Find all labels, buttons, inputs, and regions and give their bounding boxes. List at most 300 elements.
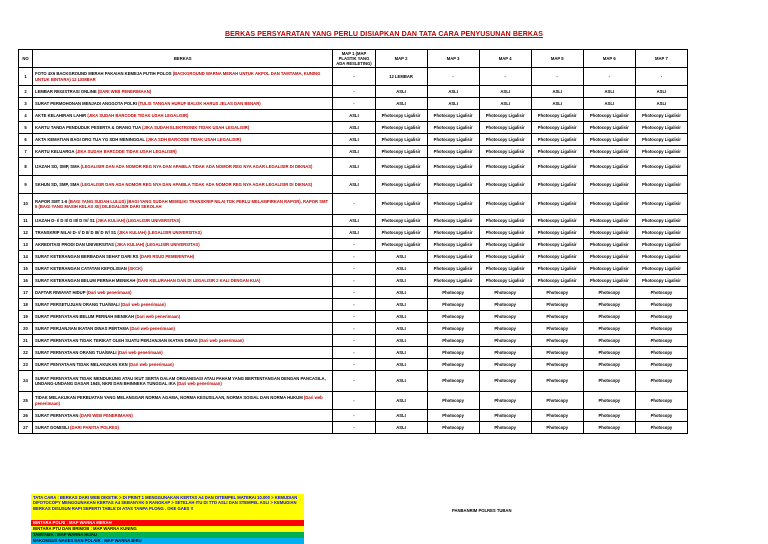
map-1-cell: - [333, 311, 375, 323]
map-3-cell: Photocopy Ligalisir [427, 227, 479, 239]
map-6-cell: Photocopy [583, 392, 635, 410]
map-6-cell: ASLI [583, 98, 635, 110]
berkas-note: (Dari web penerimaan) [135, 313, 181, 319]
table-row [19, 146, 688, 158]
berkas-note: (Dari web penerimaan) [128, 361, 174, 367]
map-4-cell: Photocopy Ligalisir [479, 275, 531, 287]
map-6-cell: ASLI [583, 86, 635, 98]
map-2-cell: Photocopy Ligalisir [375, 176, 427, 194]
map-3-cell: Photocopy Ligalisir [427, 176, 479, 194]
map-5-cell: Photocopy [531, 287, 583, 299]
row-berkas [33, 239, 333, 251]
row-berkas [33, 347, 333, 359]
map-2-cell: Photocopy Ligalisir [375, 122, 427, 134]
footer-notes [31, 494, 304, 544]
map-6-cell: Photocopy Ligalisir [583, 275, 635, 287]
table-row [19, 86, 688, 98]
map-5-cell: Photocopy Ligalisir [531, 263, 583, 275]
legend-red: BINTARA POLRI : MAP WARNA MERAH [31, 520, 304, 526]
table-row [19, 392, 688, 410]
map-4-cell: Photocopy Ligalisir [479, 122, 531, 134]
berkas-note: (JIKA KULIAH) (LEGALISIR UNIVERSITAS) [95, 217, 181, 223]
berkas-name: LEMBAR REGISTRASI ONLINE [35, 88, 97, 94]
header-map-4: MAP 4 [479, 50, 531, 68]
map-6-cell: Photocopy Ligalisir [583, 194, 635, 215]
row-no: 2 [19, 86, 33, 98]
map-1-cell: - [333, 410, 375, 422]
map-6-cell: Photocopy [583, 410, 635, 422]
map-1-cell: ASLI [333, 134, 375, 146]
map-7-cell: - [635, 68, 687, 86]
map-2-cell: ASLI [375, 335, 427, 347]
row-no: 11 [19, 215, 33, 227]
map-2-cell: ASLI [375, 275, 427, 287]
map-4-cell: Photocopy [479, 359, 531, 371]
map-3-cell: Photocopy [427, 299, 479, 311]
map-7-cell: Photocopy [635, 410, 687, 422]
row-no: 24 [19, 371, 33, 392]
map-5-cell: Photocopy [531, 392, 583, 410]
map-4-cell: Photocopy Ligalisir [479, 110, 531, 122]
map-5-cell: Photocopy [531, 359, 583, 371]
berkas-name: TRANSKRIP NILAI D- I/ D II/ D III/ D IV/ S1 [35, 229, 117, 235]
map-6-cell: Photocopy [583, 311, 635, 323]
header-map-3: MAP 3 [427, 50, 479, 68]
berkas-note: (Dari web penerimaan) [117, 349, 163, 355]
map-6-cell: Photocopy Ligalisir [583, 134, 635, 146]
berkas-name: SURAT PERNYATAAN BELUM PERNAH MENIKAH [35, 313, 134, 319]
map-2-cell: Photocopy Ligalisir [375, 134, 427, 146]
map-5-cell: Photocopy Ligalisir [531, 239, 583, 251]
map-6-cell: Photocopy Ligalisir [583, 122, 635, 134]
row-no: 18 [19, 299, 33, 311]
legend-green: TAMTAMA : MAP WARNA HIJAU [31, 532, 304, 538]
header-map-2: MAP 2 [375, 50, 427, 68]
map-1-cell: - [333, 194, 375, 215]
map-3-cell: Photocopy Ligalisir [427, 239, 479, 251]
berkas-note: (BACKGROUND WARNA MERAH UNTUK AKPOL DAN TAMTAMA, KUNING UNTUK BINTARA) 12 LEMBAR [35, 71, 321, 82]
row-berkas [33, 158, 333, 176]
map-6-cell: Photocopy [583, 335, 635, 347]
berkas-name: KARTU KELUARGA [35, 148, 75, 154]
map-2-cell: Photocopy Ligalisir [375, 239, 427, 251]
map-5-cell: Photocopy Ligalisir [531, 146, 583, 158]
map-1-cell: - [333, 422, 375, 434]
map-5-cell: Photocopy Ligalisir [531, 110, 583, 122]
berkas-note: (JIKA KULIAH) (LEGALISIR UNIVERSITAS) [115, 241, 200, 247]
map-6-cell: Photocopy [583, 359, 635, 371]
berkas-name: AKTE KELAHIRAN LAHIR [35, 112, 87, 118]
map-4-cell: ASLI [479, 98, 531, 110]
table-row [19, 110, 688, 122]
row-no: 16 [19, 275, 33, 287]
map-6-cell: Photocopy Ligalisir [583, 146, 635, 158]
map-7-cell: Photocopy Ligalisir [635, 146, 687, 158]
row-no: 15 [19, 263, 33, 275]
row-berkas [33, 335, 333, 347]
map-2-cell: Photocopy Ligalisir [375, 158, 427, 176]
table-row [19, 194, 688, 215]
map-5-cell: Photocopy Ligalisir [531, 227, 583, 239]
map-2-cell: Photocopy Ligalisir [375, 146, 427, 158]
map-3-cell: Photocopy [427, 287, 479, 299]
map-4-cell: Photocopy Ligalisir [479, 134, 531, 146]
berkas-name: SURAT PENYATAAN TIDAK MELAKUKAN KKN [35, 361, 128, 367]
map-7-cell: Photocopy Ligalisir [635, 215, 687, 227]
row-no: 27 [19, 422, 33, 434]
document-title: BERKAS PERSYARATAN YANG PERLU DISIAPKAN DAN TATA CARA PENYUSUNAN BERKAS [225, 31, 543, 38]
table-row [19, 311, 688, 323]
map-7-cell: Photocopy [635, 299, 687, 311]
row-no: 7 [19, 146, 33, 158]
berkas-note: (DARI WEB PENERIMAAN) [79, 412, 133, 418]
row-berkas [33, 287, 333, 299]
berkas-name: SURAT PERSETUJUAN ORANG TUA/WALI [35, 301, 120, 307]
map-1-cell: - [333, 359, 375, 371]
berkas-note: (BAGI YANG SUDAH LULUS) (BAGI YANG SUDAH MEMILIKI TRANSKRIP NILAI TDK PERLU MELAMPIRKAN RAPOR), RAPOR SMT 5 (BAGI YANG MASIH KELAS XII) DILEGALISIR DARI SEKOLAH [35, 198, 329, 209]
map-6-cell: Photocopy [583, 422, 635, 434]
map-1-cell: - [333, 251, 375, 263]
map-7-cell: Photocopy Ligalisir [635, 251, 687, 263]
row-berkas [33, 359, 333, 371]
map-5-cell: Photocopy Ligalisir [531, 176, 583, 194]
map-4-cell: ASLI [479, 86, 531, 98]
map-4-cell: Photocopy [479, 311, 531, 323]
berkas-note: (DARI RSUD PEMERINTAH) [139, 253, 195, 259]
map-5-cell: - [531, 68, 583, 86]
berkas-note: (DARI WEB PENERIMAAN) [97, 88, 152, 94]
map-4-cell: Photocopy [479, 347, 531, 359]
map-2-cell: Photocopy Ligalisir [375, 227, 427, 239]
row-berkas [33, 110, 333, 122]
map-5-cell: Photocopy Ligalisir [531, 194, 583, 215]
map-7-cell: Photocopy Ligalisir [635, 110, 687, 122]
header-berkas: BERKAS [33, 50, 333, 68]
map-6-cell: Photocopy [583, 299, 635, 311]
map-2-cell: ASLI [375, 359, 427, 371]
map-2-cell: 12 LEMBAR [375, 68, 427, 86]
row-berkas [33, 194, 333, 215]
map-2-cell: ASLI [375, 311, 427, 323]
table-row [19, 68, 688, 86]
map-7-cell: Photocopy [635, 335, 687, 347]
map-4-cell: Photocopy [479, 392, 531, 410]
map-3-cell: Photocopy Ligalisir [427, 158, 479, 176]
table-row [19, 371, 688, 392]
table-header [19, 50, 688, 68]
map-3-cell: Photocopy [427, 311, 479, 323]
row-berkas [33, 371, 333, 392]
table-row [19, 323, 688, 335]
table-row [19, 98, 688, 110]
table-row [19, 176, 688, 194]
row-no: 20 [19, 323, 33, 335]
berkas-note: (JIKA SUDAH ELEKTRONIK TIDAK USAH LEGALISIR) [142, 124, 250, 130]
map-1-cell: - [333, 323, 375, 335]
map-4-cell: Photocopy [479, 371, 531, 392]
map-5-cell: Photocopy [531, 371, 583, 392]
map-5-cell: Photocopy Ligalisir [531, 251, 583, 263]
table-row [19, 215, 688, 227]
map-6-cell: - [583, 68, 635, 86]
map-4-cell: Photocopy Ligalisir [479, 194, 531, 215]
map-7-cell: Photocopy Ligalisir [635, 158, 687, 176]
map-1-cell: - [333, 98, 375, 110]
row-no: 4 [19, 110, 33, 122]
berkas-name: SURAT PERJANJIAN IKATAN DINAS PERTAMA [35, 325, 129, 331]
berkas-note: (LEGALISIR DAN ADA NOMOR REG NYA DAN APABILA TIDAK ADA NOMOR REG NYA AGAR LEGALISIR DI DIKNAS) [80, 163, 313, 169]
berkas-name: SURAT PERNYATAAN [35, 412, 79, 418]
row-no: 26 [19, 410, 33, 422]
map-6-cell: Photocopy Ligalisir [583, 251, 635, 263]
map-4-cell: Photocopy [479, 323, 531, 335]
berkas-note: (SKCK) [127, 265, 143, 271]
map-6-cell: Photocopy Ligalisir [583, 239, 635, 251]
header-map-1: MAP 1 (MAP PLASTIK YANG ADA RESLETING) [333, 50, 375, 68]
map-3-cell: Photocopy Ligalisir [427, 194, 479, 215]
berkas-name: SURAT KETERANGAN BERBADAN SEHAT DARI RS [35, 253, 139, 259]
map-4-cell: Photocopy [479, 299, 531, 311]
berkas-note: (Dari web penerimaan) [129, 325, 175, 331]
row-berkas [33, 392, 333, 410]
table-row [19, 275, 688, 287]
row-no: 14 [19, 251, 33, 263]
map-7-cell: Photocopy Ligalisir [635, 134, 687, 146]
map-6-cell: Photocopy Ligalisir [583, 158, 635, 176]
map-5-cell: Photocopy Ligalisir [531, 158, 583, 176]
map-3-cell: ASLI [427, 98, 479, 110]
map-4-cell: Photocopy [479, 410, 531, 422]
header-map-7: MAP 7 [635, 50, 687, 68]
map-1-cell: - [333, 335, 375, 347]
map-2-cell: Photocopy Ligalisir [375, 194, 427, 215]
map-3-cell: Photocopy Ligalisir [427, 215, 479, 227]
map-3-cell: Photocopy [427, 347, 479, 359]
map-4-cell: Photocopy Ligalisir [479, 263, 531, 275]
row-no: 23 [19, 359, 33, 371]
map-7-cell: Photocopy [635, 392, 687, 410]
map-5-cell: Photocopy [531, 410, 583, 422]
row-berkas [33, 98, 333, 110]
map-7-cell: Photocopy [635, 311, 687, 323]
row-no: 13 [19, 239, 33, 251]
row-no: 21 [19, 335, 33, 347]
table-row [19, 422, 688, 434]
map-5-cell: Photocopy [531, 347, 583, 359]
berkas-note: (LEGALISIR DAN ADA NOMOR REG NYA DAN APABILA TIDAK ADA NOMOR REG NYA AGAR LEGALISIR DI DIKNAS) [80, 181, 313, 187]
map-3-cell: Photocopy Ligalisir [427, 122, 479, 134]
map-2-cell: ASLI [375, 299, 427, 311]
map-6-cell: Photocopy Ligalisir [583, 227, 635, 239]
berkas-name: SURAT KETERANGAN CATATAN KEPOLISIAN [35, 265, 127, 271]
map-4-cell: Photocopy [479, 287, 531, 299]
row-berkas [33, 134, 333, 146]
map-1-cell: - [333, 287, 375, 299]
table-row [19, 410, 688, 422]
berkas-note: (DARI PANITIA POLRES) [70, 424, 119, 430]
row-berkas [33, 68, 333, 86]
table-row [19, 251, 688, 263]
berkas-name: RAPOR SMT 1-6 [35, 198, 68, 204]
row-no: 12 [19, 227, 33, 239]
map-2-cell: ASLI [375, 287, 427, 299]
map-4-cell: Photocopy Ligalisir [479, 158, 531, 176]
map-3-cell: - [427, 68, 479, 86]
table-row [19, 134, 688, 146]
row-no: 5 [19, 122, 33, 134]
row-berkas [33, 410, 333, 422]
row-berkas [33, 299, 333, 311]
map-5-cell: Photocopy [531, 422, 583, 434]
map-6-cell: Photocopy Ligalisir [583, 110, 635, 122]
map-3-cell: Photocopy [427, 335, 479, 347]
berkas-note: (JIKA SUDAH BARCODE TIDAK USAH LEGALISIR) [87, 112, 189, 118]
map-7-cell: Photocopy Ligalisir [635, 275, 687, 287]
map-1-cell: - [333, 347, 375, 359]
map-1-cell: - [333, 371, 375, 392]
map-5-cell: Photocopy [531, 299, 583, 311]
map-2-cell: ASLI [375, 410, 427, 422]
map-2-cell: Photocopy Ligalisir [375, 215, 427, 227]
map-6-cell: Photocopy Ligalisir [583, 176, 635, 194]
row-berkas [33, 227, 333, 239]
map-1-cell: ASLI [333, 227, 375, 239]
row-berkas [33, 122, 333, 134]
berkas-note: (JIKA KULIAH) (LEGALISIR UNIVERSITAS) [117, 229, 202, 235]
berkas-note: (JIKA SUDAH BARCODE TIDAK USAH LEGALISIR) [75, 148, 177, 154]
map-3-cell: Photocopy [427, 371, 479, 392]
row-berkas [33, 311, 333, 323]
map-5-cell: Photocopy Ligalisir [531, 134, 583, 146]
header-map-6: MAP 6 [583, 50, 635, 68]
berkas-note: (TULIS TANGAN HURUF BALOK HARUS JELAS DAN BENAR) [138, 100, 261, 106]
map-3-cell: Photocopy Ligalisir [427, 251, 479, 263]
map-7-cell: Photocopy Ligalisir [635, 122, 687, 134]
map-1-cell: ASLI [333, 158, 375, 176]
berkas-name: SURAT DOMISILI [35, 424, 69, 430]
map-2-cell: ASLI [375, 98, 427, 110]
map-7-cell: Photocopy Ligalisir [635, 227, 687, 239]
table-row [19, 347, 688, 359]
map-4-cell: Photocopy Ligalisir [479, 239, 531, 251]
tata-cara-note: TATA CARA : BERKAS DARI WEB DIKETIK > DI PRINT 1 MENGGUNAKAN KERTAS A4 DAN DITEMPEL MATERAI 10.000 > KEMUDIAN DIFOTOCOPY MENGGUNAKAN KERTAS A4 SEBANYAK 5 RANGKAP > SETELAH ITU DI TTD ASLI DAN STEMPEL ASLI > KEMUDIAN BERKAS DISUSUN RAPI SEPERTI TABLE DI ATAS TANPA PLONG . OKE GAES !! [31, 494, 304, 520]
table-row [19, 239, 688, 251]
map-7-cell: Photocopy [635, 422, 687, 434]
signature: PANBANRIM POLRES TUBAN [452, 508, 512, 513]
map-1-cell: - [333, 68, 375, 86]
berkas-name: KARTU TANDA PENDUDUK PESERTA & ORANG TUA [35, 124, 141, 130]
berkas-name: TIDAK MELAKUKAN PERBUATAN YANG MELANGGAR NORMA AGAMA, NORMA KESUSILAAN, NORMA SOSIAL DAN NORMA HUKUM [35, 395, 303, 401]
row-no: 3 [19, 98, 33, 110]
map-3-cell: Photocopy [427, 323, 479, 335]
map-5-cell: ASLI [531, 98, 583, 110]
header-map-5: MAP 5 [531, 50, 583, 68]
berkas-name: FOTO 4X6 BACKGROUND MERAH PAKAIAN KEMEJA PUTIH POLOS [35, 71, 172, 77]
map-7-cell: Photocopy Ligalisir [635, 176, 687, 194]
map-3-cell: Photocopy [427, 410, 479, 422]
berkas-note: (Dari web penerimaan) [176, 381, 222, 386]
map-3-cell: Photocopy Ligalisir [427, 134, 479, 146]
legend-yellow: BINTARA PTU DAN BRIMOB : MAP WARNA KUNING [31, 526, 304, 532]
map-6-cell: Photocopy Ligalisir [583, 215, 635, 227]
map-5-cell: Photocopy [531, 311, 583, 323]
row-berkas [33, 422, 333, 434]
berkas-name: DAFTAR RIWAYAT HIDUP [35, 289, 86, 295]
row-no: 10 [19, 194, 33, 215]
berkas-name: AKTA KEMATIAN BAGI ORG TUA YG SDH MENINGGAL [35, 136, 145, 142]
map-1-cell: ASLI [333, 215, 375, 227]
table-row [19, 335, 688, 347]
header-no: NO [19, 50, 33, 68]
legend-blue: BAKOMSUS NAKES DAN POLAIR : MAP WARNA BIRU [31, 538, 304, 544]
map-4-cell: Photocopy [479, 335, 531, 347]
berkas-name: SURAT PERNYATAAN TIDAK TERIKAT OLEH SUATU PERJANJIAN IKATAN DINAS [35, 337, 198, 343]
berkas-name: SURAT PERNYATAAN TIDAK MENDUKUNG ATAU IKUT SERTA DALAM ORGANISASI ATAU PAHAM YANG BERTENTANGAN DENGAN PANCASILA, UNDANG-UNDANG DASAR 1945, NKRI DAN BHINNEKA TUNGGAL IKA [35, 375, 326, 386]
map-2-cell: ASLI [375, 422, 427, 434]
berkas-note: (Dari web penerimaan) [35, 395, 323, 406]
map-6-cell: Photocopy [583, 323, 635, 335]
map-2-cell: ASLI [375, 251, 427, 263]
map-7-cell: Photocopy [635, 371, 687, 392]
map-2-cell: ASLI [375, 347, 427, 359]
map-6-cell: Photocopy [583, 371, 635, 392]
map-5-cell: Photocopy Ligalisir [531, 275, 583, 287]
row-no: 8 [19, 158, 33, 176]
map-2-cell: Photocopy Ligalisir [375, 110, 427, 122]
row-berkas [33, 215, 333, 227]
map-1-cell: ASLI [333, 146, 375, 158]
map-2-cell: ASLI [375, 263, 427, 275]
row-berkas [33, 86, 333, 98]
berkas-note: (DARI KELURAHAN DAN DI LEGALISIR 2 KALI DENGAN KUA) [136, 277, 261, 283]
map-5-cell: Photocopy [531, 323, 583, 335]
map-3-cell: Photocopy Ligalisir [427, 110, 479, 122]
map-5-cell: ASLI [531, 86, 583, 98]
map-7-cell: Photocopy Ligalisir [635, 194, 687, 215]
map-3-cell: Photocopy Ligalisir [427, 146, 479, 158]
map-4-cell: Photocopy Ligalisir [479, 227, 531, 239]
table-row [19, 299, 688, 311]
map-7-cell: ASLI [635, 86, 687, 98]
row-berkas [33, 323, 333, 335]
map-7-cell: Photocopy Ligalisir [635, 263, 687, 275]
map-7-cell: Photocopy Ligalisir [635, 239, 687, 251]
map-2-cell: ASLI [375, 323, 427, 335]
map-7-cell: Photocopy [635, 359, 687, 371]
map-4-cell: Photocopy [479, 422, 531, 434]
row-no: 1 [19, 68, 33, 86]
berkas-name: IJAZAH SD, SMP, SMA [35, 163, 80, 169]
map-4-cell: Photocopy Ligalisir [479, 176, 531, 194]
row-berkas [33, 176, 333, 194]
map-3-cell: Photocopy [427, 359, 479, 371]
map-5-cell: Photocopy Ligalisir [531, 215, 583, 227]
table-row [19, 158, 688, 176]
table-row [19, 122, 688, 134]
map-3-cell: ASLI [427, 86, 479, 98]
row-no: 17 [19, 287, 33, 299]
row-no: 9 [19, 176, 33, 194]
berkas-name: IJAZAH D- I/ D II/ D III/ D IV/ S1 [35, 217, 95, 223]
requirements-table [18, 49, 688, 434]
berkas-name: SKHUN SD, SMP, SMA [35, 181, 80, 187]
map-3-cell: Photocopy Ligalisir [427, 263, 479, 275]
row-berkas [33, 275, 333, 287]
row-no: 19 [19, 311, 33, 323]
map-2-cell: ASLI [375, 371, 427, 392]
map-1-cell: - [333, 263, 375, 275]
map-3-cell: Photocopy [427, 422, 479, 434]
